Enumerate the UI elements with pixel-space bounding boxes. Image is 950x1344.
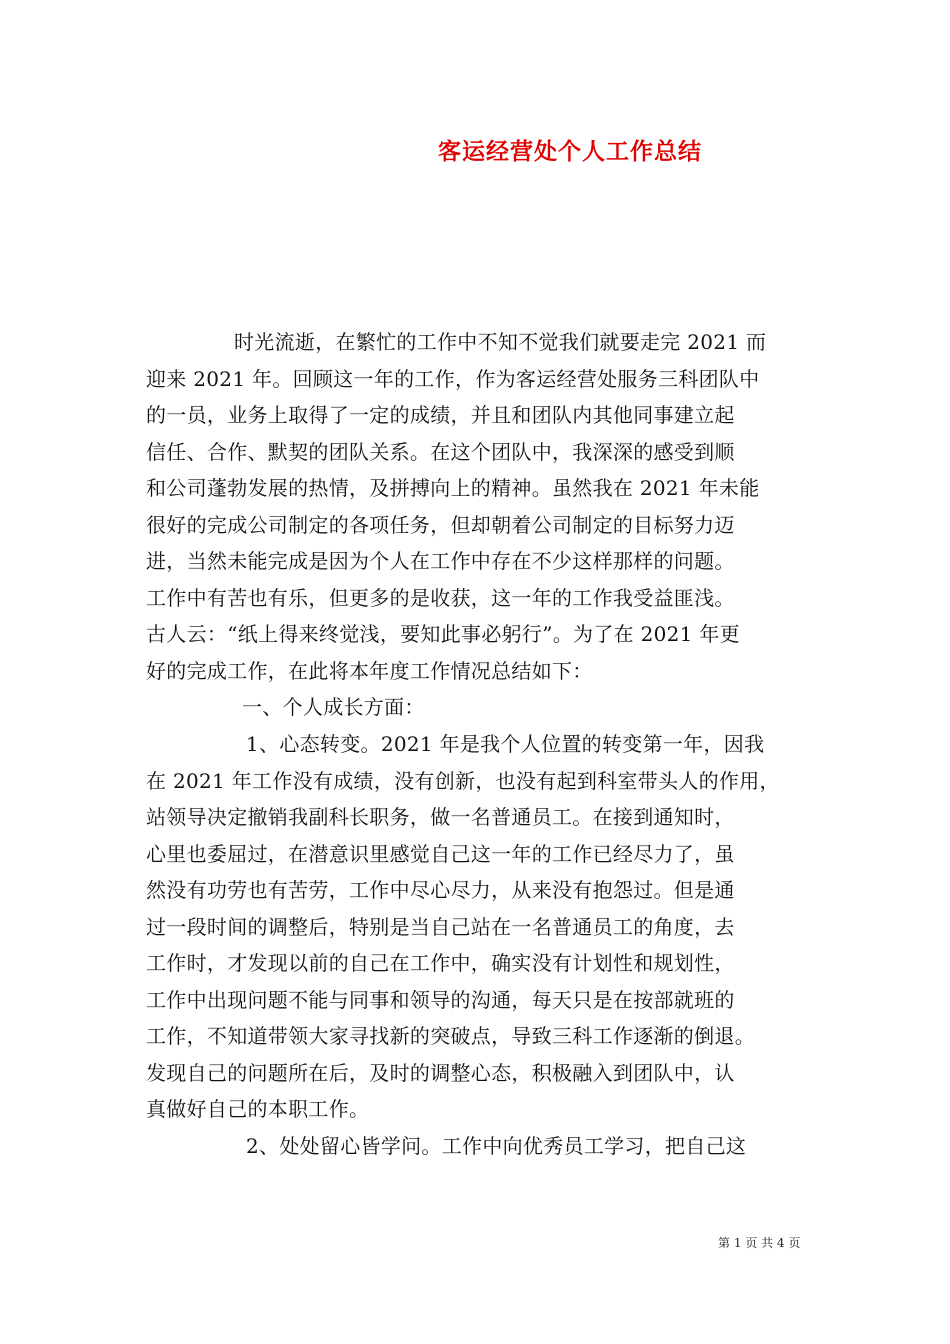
text-line: 工作，不知道带领大家寻找新的突破点，导致三科工作逐渐的倒退。 — [146, 1024, 755, 1049]
text-line: 迎来 2021 年。回顾这一年的工作，作为客运经营处服务三科团队中 — [146, 366, 760, 391]
text-line: 过一段时间的调整后，特别是当自己站在一名普通员工的角度，去 — [146, 914, 735, 939]
page-number-footer: 第 1 页 共 4 页 — [718, 1236, 801, 1250]
text-line: 工作中出现问题不能与同事和领导的沟通，每天只是在按部就班的 — [146, 987, 735, 1012]
text-line: 工作时，才发现以前的自己在工作中，确实没有计划性和规划性， — [146, 951, 735, 976]
text-line: 一、个人成长方面： — [242, 695, 425, 720]
text-line: 在 2021 年工作没有成绩，没有创新，也没有起到科室带头人的作用， — [146, 768, 780, 793]
text-line: 工作中有苦也有乐，但更多的是收获，这一年的工作我受益匪浅。 — [146, 585, 735, 610]
text-line: 站领导决定撤销我副科长职务，做一名普通员工。在接到通知时， — [146, 805, 735, 830]
text-line: 心里也委屈过，在潜意识里感觉自己这一年的工作已经尽力了，虽 — [146, 841, 735, 866]
text-line: 时光流逝，在繁忙的工作中不知不觉我们就要走完 2021 而 — [234, 330, 767, 354]
text-line: 古人云：“纸上得来终觉浅，要知此事必躬行”。为了在 2021 年更 — [146, 622, 740, 647]
text-line: 好的完成工作，在此将本年度工作情况总结如下： — [146, 658, 593, 683]
text-line: 然没有功劳也有苦劳，工作中尽心尽力，从来没有抱怨过。但是通 — [146, 878, 735, 903]
text-line: 2、处处留心皆学问。工作中向优秀员工学习，把自己这 — [246, 1134, 747, 1159]
text-line: 信任、合作、默契的团队关系。在这个团队中，我深深的感受到顺 — [146, 439, 735, 464]
text-line: 进，当然未能完成是因为个人在工作中存在不少这样那样的问题。 — [146, 549, 735, 574]
text-line: 的一员，业务上取得了一定的成绩，并且和团队内其他同事建立起 — [146, 403, 735, 428]
text-line: 发现自己的问题所在后，及时的调整心态，积极融入到团队中，认 — [146, 1060, 735, 1085]
text-line: 很好的完成公司制定的各项任务，但却朝着公司制定的目标努力迈 — [146, 512, 735, 537]
text-line: 和公司蓬勃发展的热情，及拼搏向上的精神。虽然我在 2021 年未能 — [146, 476, 760, 501]
text-line: 真做好自己的本职工作。 — [146, 1097, 370, 1122]
text-line: 1、心态转变。2021 年是我个人位置的转变第一年，因我 — [246, 732, 765, 757]
document-title: 客运经营处个人工作总结 — [438, 138, 702, 165]
document-body — [146, 324, 826, 1165]
